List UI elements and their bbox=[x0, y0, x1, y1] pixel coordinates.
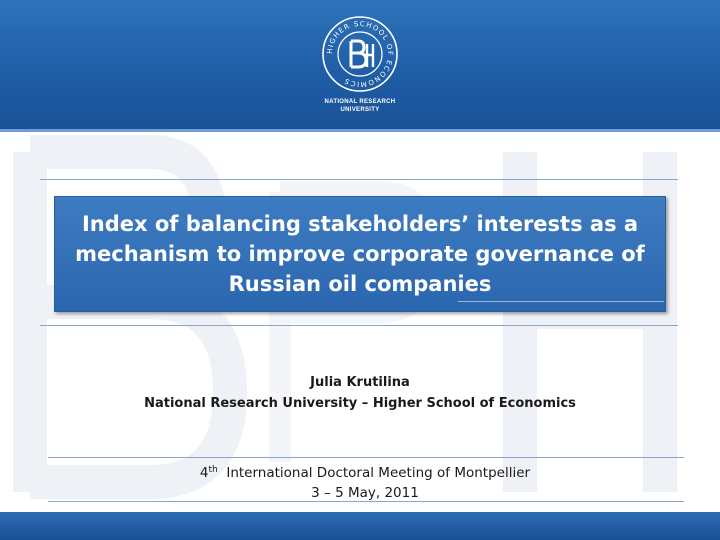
event-block bbox=[0, 463, 720, 503]
logo-caption bbox=[300, 98, 420, 114]
footer-band bbox=[0, 512, 720, 540]
rule-line bbox=[40, 325, 678, 326]
title-box bbox=[54, 196, 666, 312]
author-affiliation: National Research University – Higher School of Economics bbox=[144, 396, 576, 411]
author-name: Julia Krutilina bbox=[310, 375, 410, 390]
event-ordinal-number: 4 bbox=[199, 465, 209, 481]
logo-caption-line1: NATIONAL RESEARCH bbox=[324, 99, 396, 105]
header-banner bbox=[0, 0, 720, 132]
rule-line bbox=[48, 457, 684, 458]
title-line: mechanism to improve corporate governance of bbox=[75, 242, 645, 266]
event-dates: 3 – 5 May, 2011 bbox=[311, 485, 419, 501]
presentation-title bbox=[75, 209, 645, 299]
event-name: International Doctoral Meeting of Montpellier bbox=[226, 465, 531, 481]
logo-caption-line2: UNIVERSITY bbox=[340, 107, 380, 113]
rule-line bbox=[40, 179, 678, 180]
event-name-line bbox=[0, 463, 720, 483]
event-ordinal-suffix: th bbox=[208, 465, 218, 475]
background-watermark bbox=[0, 132, 720, 512]
title-line: Index of balancing stakeholders’ interests as a bbox=[81, 212, 639, 236]
title-line: Russian oil companies bbox=[228, 272, 492, 296]
hse-seal-icon bbox=[320, 14, 400, 94]
author-block bbox=[0, 372, 720, 414]
title-underline bbox=[458, 301, 664, 302]
rule-line bbox=[48, 501, 684, 502]
logo-ring-text: HIGHER SCHOOL OF ECONOMICS bbox=[325, 19, 395, 89]
